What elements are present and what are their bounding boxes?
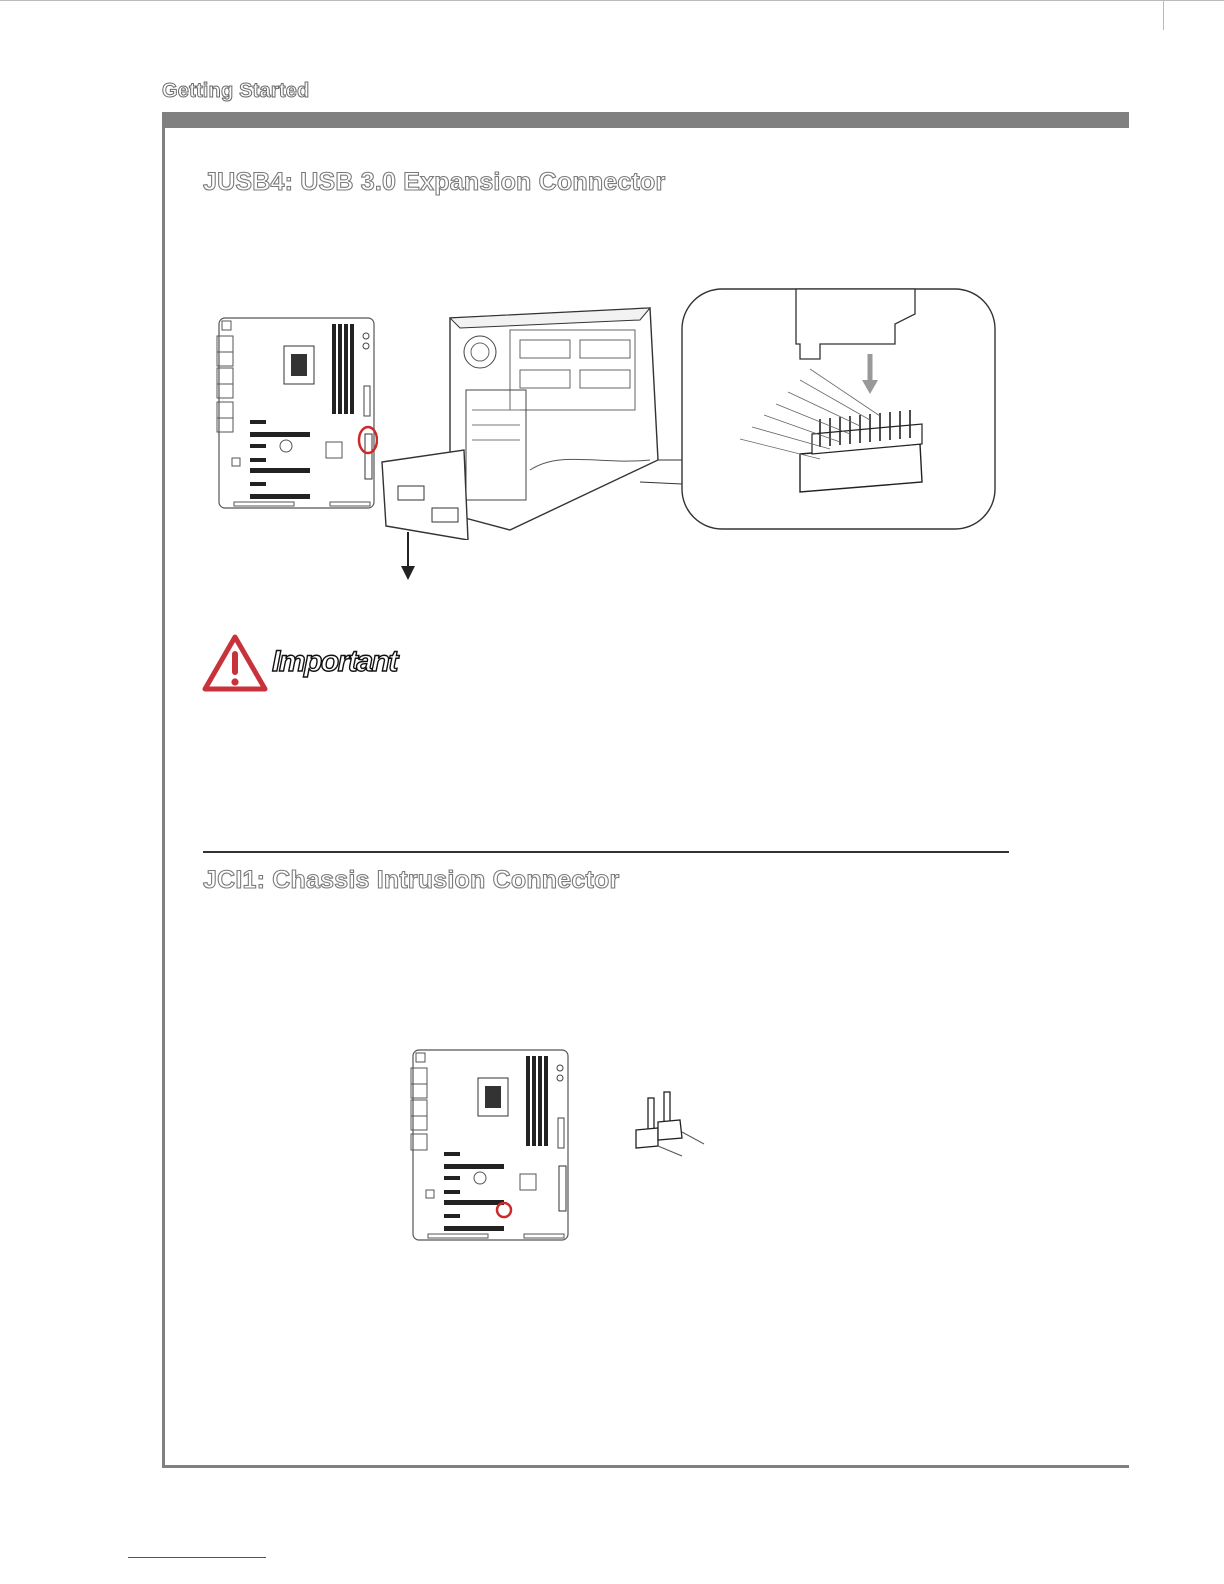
- important-label: Important: [272, 645, 397, 678]
- down-arrow-icon: [398, 532, 418, 582]
- running-header: Getting Started: [162, 80, 310, 102]
- chassis-section-title: JCI1: Chassis Intrusion Connector: [203, 866, 620, 894]
- footer-link-underline: [128, 1557, 266, 1558]
- page-crop-mark: [1163, 0, 1164, 30]
- motherboard-diagram-usb: [214, 316, 378, 512]
- footer-rule: [162, 1465, 1129, 1468]
- usb-header-closeup: [640, 284, 1000, 534]
- section-divider: [203, 851, 1009, 853]
- usb-section-title: JUSB4: USB 3.0 Expansion Connector: [203, 168, 666, 196]
- header-bar: [162, 112, 1129, 128]
- page-top-rule: [0, 0, 1224, 1]
- motherboard-diagram-jci: [408, 1048, 572, 1244]
- left-margin-rule: [162, 112, 165, 1468]
- warning-triangle-icon: [201, 633, 269, 693]
- two-pin-header-drawing: [630, 1090, 710, 1160]
